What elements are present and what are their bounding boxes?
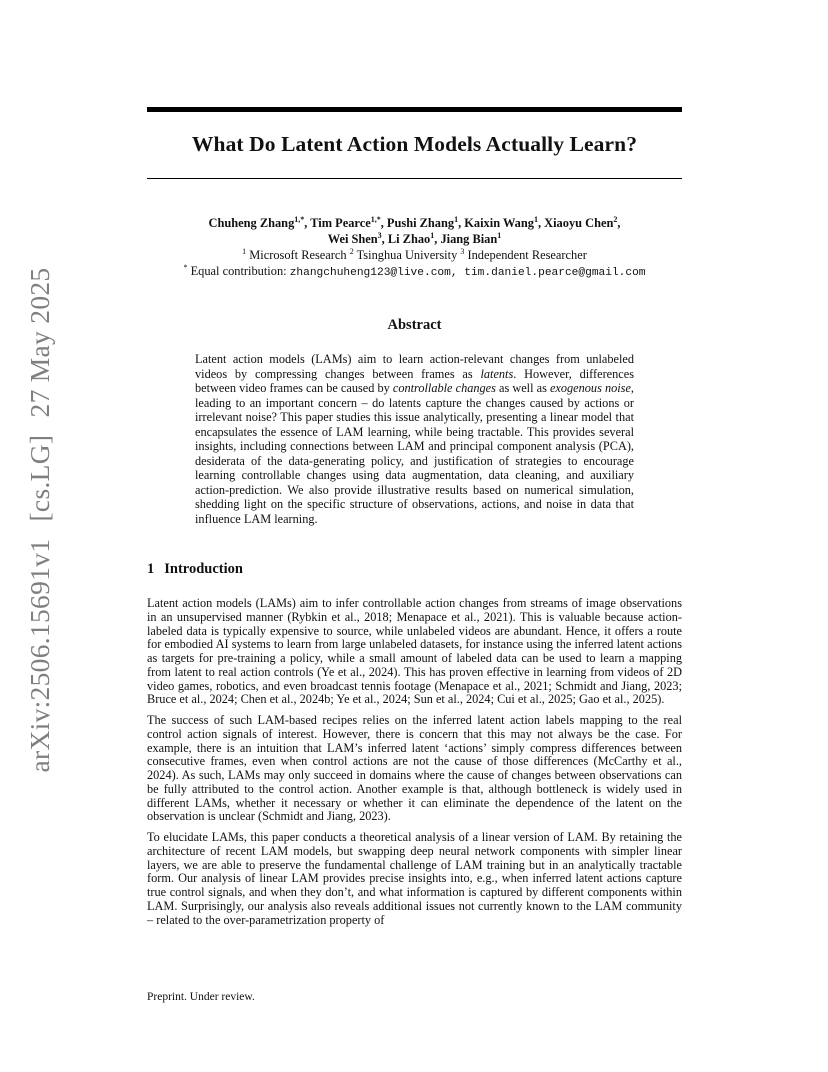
author-sup: 1 [430,231,435,240]
arxiv-stamp [24,263,56,778]
author-name: Pushi Zhang [386,216,455,230]
arxiv-category: [cs.LG] [24,434,55,522]
affiliation-sup: 1 [242,247,247,256]
author-separator: , [617,216,621,230]
author-name: Xiaoyu Chen [544,216,614,230]
author-list [147,215,682,247]
author-sup: 2 [613,215,618,224]
equal-contribution-label: Equal contribution: [190,263,287,278]
section-heading [147,561,243,578]
paragraph: The success of such LAM-based recipes relies on the inferred latent action labels mapping to the real control action signals of interest. However, there is concern that this may not always be the case. For example, there is an intuition that LAM’s inferred latent ‘actions’ simply compress differences between consecutive frames, even when control actions are not the cause of those differences (McCarthy et al., 2024). As such, LAMs may only succeed in domains where the cause of changes between observations can be fully attributed to the control action. Another example is that, although bottleneck is widely used in different LAMs, whether it necessary or whether it can eliminate the dependence of the latent on the observation is unclear (Schmidt and Jiang, 2023). [147,713,682,824]
abstract-heading: Abstract [387,317,442,333]
author-separator: , [380,216,387,230]
abstract-text [195,352,634,526]
page-footer: Preprint. Under review. [147,991,255,1003]
abstract-segment: . However, differences between video frames can be caused by [195,366,634,395]
author-name: Li Zhao [387,232,431,246]
author-separator: , [304,216,311,230]
affiliation-name: Independent Researcher [467,248,587,262]
author-name: Jiang Bian [440,232,498,246]
affiliations [147,248,682,281]
arxiv-id: arXiv:2506.15691v1 [24,538,55,773]
author-sup: 1 [497,231,502,240]
equal-contribution-line [147,264,682,282]
title-rule-bottom [147,178,682,179]
abstract-emphasis: latents [480,366,514,381]
author-sup: 1,* [370,215,381,224]
author-sup: 1,* [294,215,305,224]
paper-title: What Do Latent Action Models Actually Learn? [191,132,638,156]
author-separator: , [381,232,388,246]
arxiv-date: 27 May 2025 [24,267,55,418]
section-title: Introduction [164,561,243,577]
contact-emails: zhangchuheng123@live.com, tim.daniel.pearce@gmail.com [289,266,646,279]
author-name: Chuheng Zhang [208,216,295,230]
affiliation-name: Microsoft Research [249,248,347,262]
author-separator: , [458,216,465,230]
section-number: 1 [147,561,155,577]
author-sup: 1 [533,215,538,224]
introduction-body [147,597,682,934]
author-name: Tim Pearce [310,216,371,230]
abstract-segment: as well as [495,381,550,395]
author-separator: , [537,216,545,230]
paragraph: To elucidate LAMs, this paper conducts a theoretical analysis of a linear version of LAM. By retaining the architecture of recent LAM models, but swapping deep neural network components with simpler linear layers, we are able to preserve the fundamental challenge of LAM training but in an analytically tractable form. Our analysis of linear LAM provides precise insights into, e.g., when inferred latent actions capture true control signals, and when they don’t, and what information is captured by different components within LAM. Surprisingly, our analysis also reveals additional issues not currently known to the LAM community – related to the over-parametrization property of [147,830,682,927]
abstract-emphasis: controllable changes [392,381,496,395]
author-name: Wei Shen [327,232,378,246]
abstract-emphasis: exogenous noise [549,381,631,395]
author-sup: 3 [377,231,382,240]
affiliation-line [147,248,682,264]
author-separator: , [434,232,441,246]
affiliation-name: Tsinghua University [356,248,458,262]
equal-contribution-sup: * [183,262,188,272]
affiliation-sup: 3 [460,247,465,256]
author-name: Kaixin Wang [464,216,534,230]
author-sup: 1 [454,215,459,224]
title-rule-top [147,107,682,112]
paragraph: Latent action models (LAMs) aim to infer controllable action changes from streams of image observations in an unsupervised manner (Rybkin et al., 2018; Menapace et al., 2021). This is valuable because action-labeled data is typically expensive to source, while unlabeled videos are abundant. Hence, it offers a route for embodied AI systems to learn from large unlabeled datasets, for instance using the inferred latent actions as targets for pre-training a policy, while a small amount of labeled data can be used to learn a mapping from latent to real action controls (Ye et al., 2024). This has proven effective in learning from videos of 2D video games, robotics, and even broadcast tennis footage (Menapace et al., 2021; Schmidt and Jiang, 2023; Bruce et al., 2024; Chen et al., 2024b; Ye et al., 2024; Sun et al., 2024; Cui et al., 2025; Gao et al., 2025). [147,596,682,707]
affiliation-sup: 2 [349,247,354,256]
abstract-segment: , leading to an important concern – do latents capture the changes caused by actions or irrelevant noise? This paper studies this issue analytically, presenting a linear model that encapsulates the essence of LAM learning, while being tractable. This provides several insights, including connections between LAM and principal component analysis (PCA), desiderata of the data-generating policy, and justification of strategies to encourage learning controllable changes using data augmentation, data cleaning, and auxiliary action-prediction. We also provide illustrative results based on numerical simulation, shedding light on the specific structure of observations, actions, and noise in data that influence LAM learning. [195,381,634,526]
abstract-segment: Latent action models (LAMs) aim to learn action-relevant changes from unlabeled videos by compressing changes between frames as [195,352,634,381]
